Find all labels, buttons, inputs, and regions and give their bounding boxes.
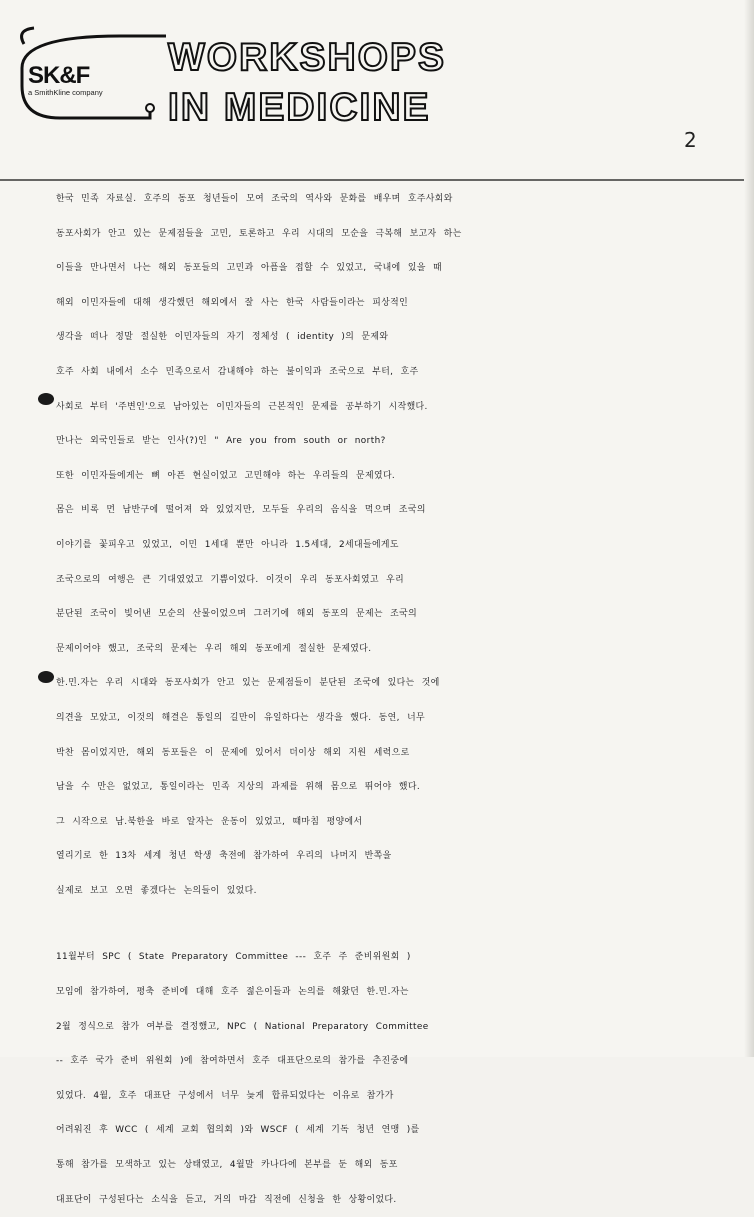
text-line: 어려워진 후 WCC ( 세계 교회 협의회 )와 WSCF ( 세계 기독 청년 연맹 )를 [56, 1125, 420, 1136]
text-line: 11월부터 SPC ( State Preparatory Committee --- 호주 주 준비위원회 ) [56, 952, 411, 963]
page-number: 2 [684, 128, 697, 152]
text-line: 해외 이민자들에 대해 생각했던 해외에서 잘 사는 한국 사람들이라는 피상적인 [56, 297, 409, 308]
text-line: 분단된 조국이 빚어낸 모순의 산물이었으며 그러기에 해외 동포의 문제는 조국의 [56, 609, 418, 620]
text-line: -- 호주 국가 준비 위원회 )에 참여하면서 호주 대표단으로의 참가를 추진중에 [56, 1056, 409, 1067]
text-line: 모임에 참가하여, 평축 준비에 대해 호주 젊은이들과 논의를 해왔던 한.민.자는 [56, 987, 409, 998]
paragraph-gap [56, 908, 750, 940]
text-line: 몸은 비록 먼 남반구에 떨어져 와 있었지만, 모두들 우리의 음식을 먹으며 조국의 [56, 505, 426, 516]
text-line: 이들을 만나면서 나는 해외 동포들의 고민과 아픔을 접할 수 있었고, 국내에 있을 때 [56, 263, 442, 274]
text-line: 한국 민족 자료실. 호주의 동포 청년들이 모여 조국의 역사와 문화를 배우며 호주사회와 [56, 194, 453, 204]
text-line: 또한 이민자들에게는 뼈 아픈 현실이었고 고민해야 하는 우리들의 문제였다. [56, 470, 396, 481]
text-line: 한.민.자는 우리 시대와 동포사회가 안고 있는 문제점들이 분단된 조국에 있다는 것에 [56, 678, 440, 689]
title-line-1: WORKSHOPS [168, 36, 447, 79]
text-line: 열리기로 한 13차 세계 청년 학생 축전에 참가하여 우리의 나머지 반쪽을 [56, 851, 392, 862]
text-line: 남을 수 만은 없었고, 통일이라는 민족 지상의 과제를 위해 몸으로 뛰어야 했다. [56, 782, 421, 793]
text-line: 대표단이 구성된다는 소식을 듣고, 거의 마감 직전에 신청을 한 상황이었다. [56, 1194, 397, 1205]
text-line: 문제이어야 했고, 조국의 문제는 우리 해외 동포에게 절실한 문제였다. [56, 643, 372, 654]
title-line-2: IN MEDICINE [168, 86, 431, 129]
text-line: 만나는 외국인들로 받는 인사(?)인 " Are you from south or north? [56, 436, 386, 447]
punch-hole-mark [38, 393, 54, 405]
logo-subtitle: a SmithKline company [28, 88, 103, 97]
text-line: 생각을 떠나 정말 절실한 이민자들의 자기 정체성 ( identity )의 문제와 [56, 332, 389, 343]
text-line: 박찬 몸이었지만, 해외 동포들은 이 문제에 있어서 더이상 해외 지원 세력으로 [56, 747, 410, 758]
page-edge [744, 0, 754, 1057]
text-line: 조국으로의 여행은 큰 기대였었고 기쁨이었다. 이것이 우리 동포사회였고 우리 [56, 574, 405, 585]
punch-hole-mark [38, 671, 54, 683]
text-line: 사회로 부터 '주변인'으로 남아있는 이민자들의 근본적인 문제를 공부하기 시작했다. [56, 401, 428, 412]
text-line: 의견을 모았고, 이것의 해결은 통일의 길만이 유일하다는 생각을 했다. 동연, 너무 [56, 712, 426, 723]
text-line: 동포사회가 안고 있는 문제점들을 고민, 토론하고 우리 시대의 모순을 극복해 보고자 하는 [56, 228, 462, 239]
logo: SK&F [28, 62, 90, 89]
text-line: 통해 참가를 모색하고 있는 상태였고, 4월말 카나다에 본부를 둔 해외 동포 [56, 1160, 398, 1171]
text-line: 있었다. 4월, 호주 대표단 구성에서 너무 늦게 합류되었다는 이유로 참가가 [56, 1090, 394, 1101]
text-line: 호주 사회 내에서 소수 민족으로서 감내해야 하는 불이익과 조국으로 부터, 호주 [56, 366, 419, 377]
text-line: 실제로 보고 오면 좋겠다는 논의들이 있었다. [56, 885, 257, 896]
text-line: 그 시작으로 남.북한을 바로 알자는 운동이 있었고, 때마침 평양에서 [56, 816, 363, 827]
text-line: 이야기를 꽃피우고 있었고, 이민 1세대 뿐만 아니라 1.5세대, 2세대들에게도 [56, 539, 399, 550]
text-line: 2월 정식으로 참가 여부를 결정했고, NPC ( National Preparatory Committee [56, 1021, 429, 1032]
handwritten-body [56, 182, 750, 1217]
